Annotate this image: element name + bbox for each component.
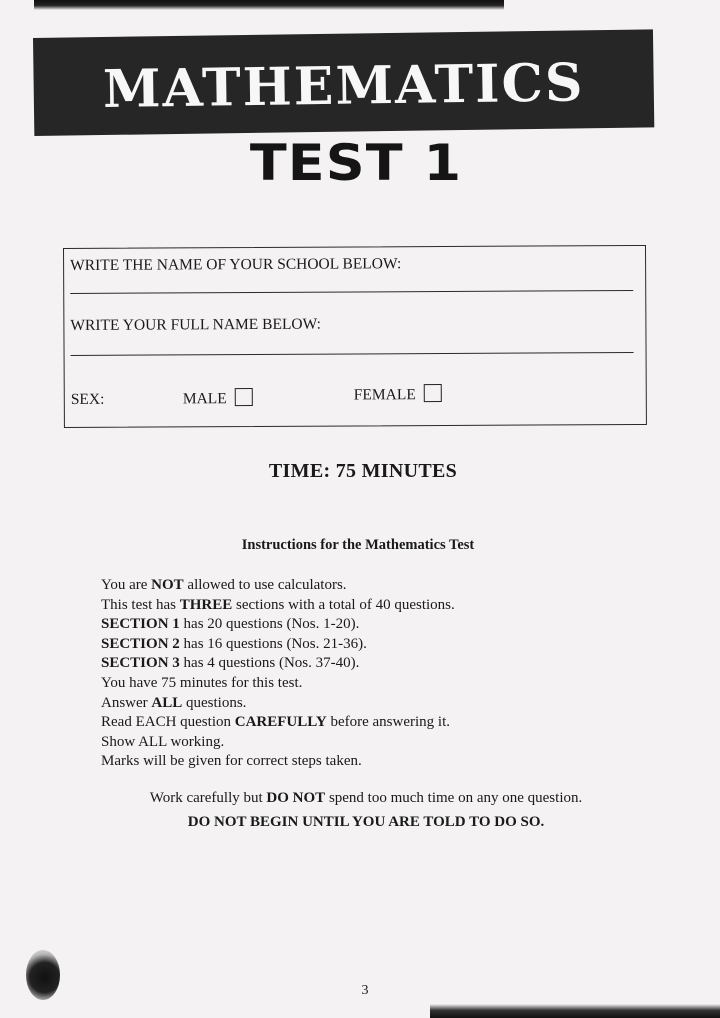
instruction-line (101, 674, 641, 694)
sex-label: SEX: (70, 390, 105, 408)
instruction-text: You have 75 minutes for this test. (101, 674, 303, 691)
instruction-line (101, 694, 641, 714)
instruction-line (101, 576, 641, 596)
full-name-label: WRITE YOUR FULL NAME BELOW: (70, 315, 322, 334)
instruction-text: You are (101, 577, 152, 593)
instruction-text: Show ALL working. (101, 733, 225, 750)
ink-smudge (26, 950, 60, 1000)
school-label: WRITE THE NAME OF YOUR SCHOOL BELOW: (70, 255, 402, 274)
instruction-text: Answer (101, 694, 152, 711)
instruction-text: This test has (101, 596, 180, 613)
test-title: TEST 1 (249, 134, 463, 192)
student-info-box (63, 245, 647, 428)
page-number: 3 (361, 983, 369, 998)
instruction-emphasis: SECTION 1 (101, 616, 180, 633)
instruction-line (101, 654, 641, 674)
full-name-line[interactable] (71, 352, 634, 356)
instructions-heading: Instructions for the Mathematics Test (241, 537, 475, 553)
instruction-text: has 16 questions (Nos. 21-36). (179, 635, 367, 652)
instruction-text: questions. (182, 694, 247, 711)
closing-text: spend too much time on any one question. (325, 790, 583, 806)
instructions-list (101, 576, 641, 772)
instruction-emphasis: ALL (151, 694, 183, 711)
instruction-text: Marks will be given for correct steps taken. (101, 753, 362, 770)
female-option (354, 386, 442, 405)
female-label: FEMALE (353, 386, 416, 404)
instruction-line (101, 733, 641, 753)
time-allowed: TIME: 75 MINUTES (268, 460, 458, 482)
closing-advice (0, 790, 720, 807)
instruction-emphasis: NOT (151, 577, 184, 593)
school-name-line[interactable] (70, 290, 633, 294)
page-top-shadow (34, 0, 504, 10)
instruction-emphasis: THREE (179, 596, 233, 613)
page-bottom-shadow (430, 1004, 720, 1018)
instruction-line (101, 713, 641, 733)
instruction-text: allowed to use calculators. (183, 577, 347, 593)
instruction-text: has 20 questions (Nos. 1-20). (179, 616, 360, 633)
instruction-text: Read EACH question (101, 714, 235, 731)
instruction-emphasis: SECTION 2 (101, 635, 180, 652)
male-checkbox[interactable] (235, 388, 253, 406)
subject-title: MATHEMATICS (102, 51, 585, 120)
do-not-begin-notice: DO NOT BEGIN UNTIL YOU ARE TOLD TO DO SO. (187, 814, 545, 830)
instruction-text: has 4 questions (Nos. 37-40). (179, 655, 360, 672)
instruction-text: sections with a total of 40 questions. (232, 596, 455, 613)
subject-banner (33, 29, 654, 136)
male-option (183, 390, 253, 409)
closing-text: Work carefully but (149, 790, 267, 806)
sex-row (70, 386, 646, 408)
instruction-line (101, 596, 641, 616)
male-label: MALE (182, 390, 227, 408)
closing-emphasis: DO NOT (266, 790, 326, 806)
instruction-line (101, 635, 641, 655)
instruction-line (101, 615, 641, 635)
instruction-emphasis: CAREFULLY (234, 714, 327, 731)
female-checkbox[interactable] (424, 384, 442, 402)
instruction-emphasis: SECTION 3 (101, 655, 180, 672)
instruction-text: before answering it. (326, 714, 450, 731)
instruction-line (101, 752, 641, 772)
